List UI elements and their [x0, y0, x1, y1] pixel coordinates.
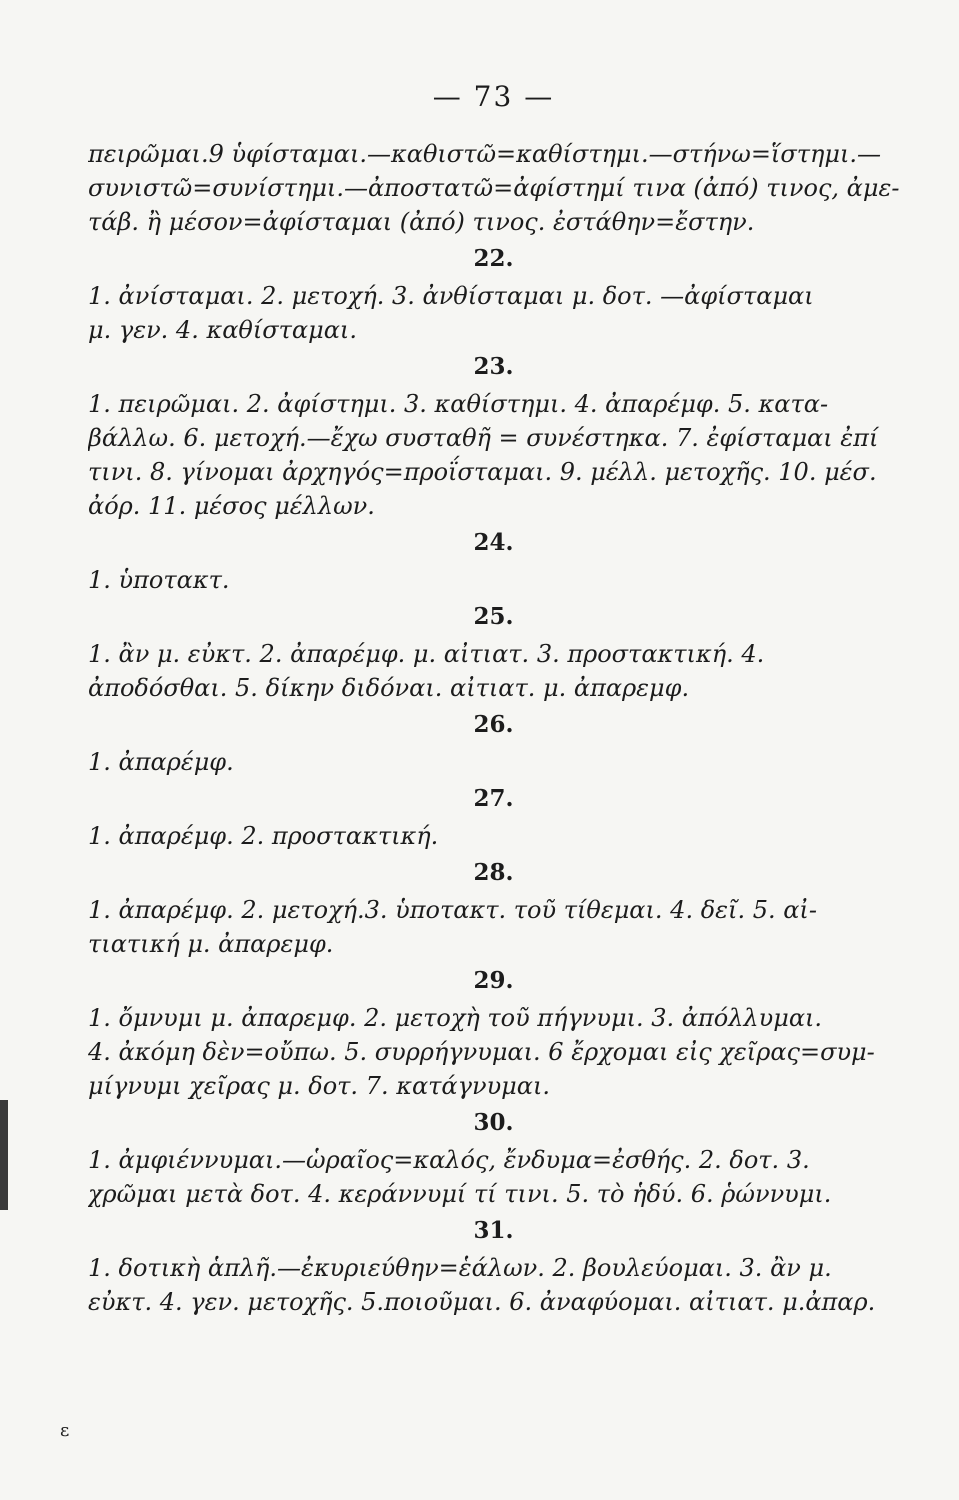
section-heading: 30. [473, 1109, 514, 1136]
section-heading: 29. [473, 967, 514, 994]
section-heading: 22. [473, 245, 514, 272]
section-heading: 24. [473, 529, 514, 556]
section-heading: 23. [473, 353, 514, 380]
text-line: τιατική μ. ἀπαρεμφ. [88, 930, 334, 958]
text-line: 1. ἀπαρέμφ. 2. προστακτική. [88, 822, 439, 850]
section-heading: 31. [473, 1217, 514, 1244]
text-line: χρῶμαι μετὰ δοτ. 4. κεράννυμί τί τινι. 5. τὸ ἡδύ. 6. ῥώννυμι. [88, 1180, 832, 1208]
text-line: βάλλω. 6. μετοχή.—ἔχω συσταθῆ = συνέστηκα. 7. ἐφίσταμαι ἐπί [88, 424, 879, 452]
text-line: 1. ἀμφιέννυμαι.—ὡραῖος=καλός, ἔνδυμα=ἐσθής. 2. δοτ. 3. [88, 1146, 810, 1174]
text-line: πειρῶμαι.9 ὑφίσταμαι.—καθιστῶ=καθίστημι.—στήνω=ἵστημι.— [88, 140, 882, 168]
text-line: ἀόρ. 11. μέσος μέλλων. [88, 492, 375, 520]
text-line: 1. ὑποτακτ. [88, 566, 230, 594]
section-heading: 25. [473, 603, 514, 630]
section-heading: 27. [473, 785, 514, 812]
text-line: 4. ἀκόμη δὲν=οὔπω. 5. συρρήγνυμαι. 6 ἔρχομαι εἰς χεῖρας=συμ- [88, 1038, 875, 1066]
page-content [88, 137, 899, 1319]
text-line: τάβ. ἢ μέσον=ἀφίσταμαι (ἀπό) τινος. ἐστάθην=ἔστην. [88, 208, 755, 236]
text-line: μίγνυμι χεῖρας μ. δοτ. 7. κατάγνυμαι. [88, 1072, 550, 1100]
text-line: 1. ἂν μ. εὐκτ. 2. ἀπαρέμφ. μ. αἰτιατ. 3. προστακτική. 4. [88, 640, 765, 668]
text-line: ἀποδόσθαι. 5. δίκην διδόναι. αἰτιατ. μ. ἀπαρεμφ. [88, 674, 690, 702]
text-line: 1. ὄμνυμι μ. ἀπαρεμφ. 2. μετοχὴ τοῦ πήγνυμι. 3. ἀπόλλυμαι. [88, 1004, 823, 1032]
text-line: τινι. 8. γίνομαι ἀρχηγός=προΐσταμαι. 9. μέλλ. μετοχῆς. 10. μέσ. [88, 458, 877, 486]
text-line: 1. ἀπαρέμφ. [88, 748, 234, 776]
text-line: 1. ἀπαρέμφ. 2. μετοχή.3. ὑποτακτ. τοῦ τίθεμαι. 4. δεῖ. 5. αἰ- [88, 896, 817, 924]
text-line: εὐκτ. 4. γεν. μετοχῆς. 5.ποιοῦμαι. 6. ἀναφύομαι. αἰτιατ. μ.ἀπαρ. [88, 1288, 876, 1316]
text-line: 1. ἀνίσταμαι. 2. μετοχή. 3. ἀνθίσταμαι μ. δοτ. —ἀφίσταμαι [88, 282, 814, 310]
text-line: 1. δοτικὴ ἁπλῆ.—ἐκυριεύθην=ἑάλων. 2. βουλεύομαι. 3. ἂν μ. [88, 1254, 832, 1282]
section-heading: 28. [473, 859, 514, 886]
section-heading: 26. [473, 711, 514, 738]
text-line: συνιστῶ=συνίστημι.—ἀποστατῶ=ἀφίστημί τινα (ἀπό) τινος, ἀμε- [88, 174, 899, 202]
signature-mark: ε [60, 1420, 70, 1441]
scan-edge-artifact [0, 1100, 8, 1210]
text-line: μ. γεν. 4. καθίσταμαι. [88, 316, 357, 344]
page-number: — 73 — [432, 80, 555, 113]
text-line: 1. πειρῶμαι. 2. ἀφίστημι. 3. καθίστημι. 4. ἀπαρέμφ. 5. κατα- [88, 390, 829, 418]
